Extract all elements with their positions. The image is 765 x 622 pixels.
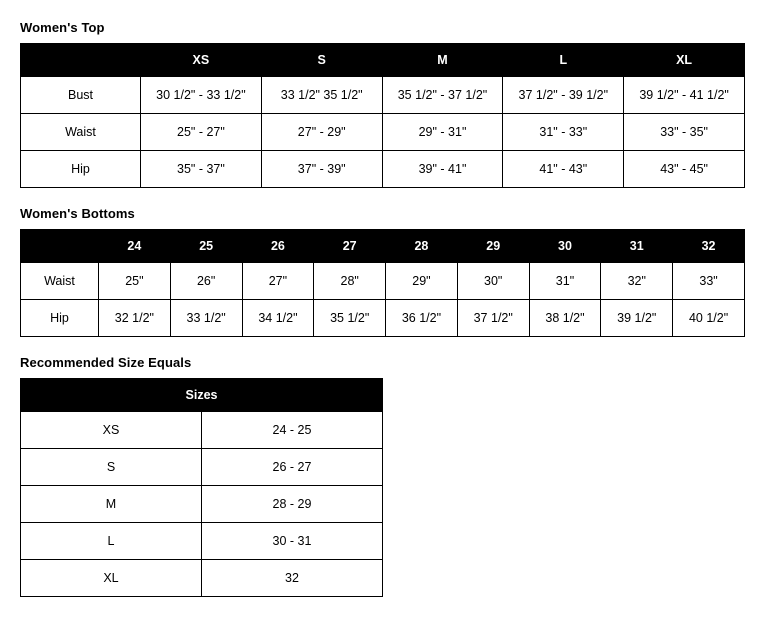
column-header-blank (21, 230, 99, 263)
cell-equals-xl: 32 (202, 560, 383, 597)
cell-waist-27: 28" (314, 263, 386, 300)
column-header-xs: XS (141, 44, 262, 77)
column-header-27: 27 (314, 230, 386, 263)
cell-size-m: M (21, 486, 202, 523)
table-row (21, 263, 745, 300)
row-label-waist: Waist (21, 263, 99, 300)
row-label-hip: Hip (21, 300, 99, 337)
section-title-recommended-size-equals: Recommended Size Equals (20, 355, 192, 370)
cell-hip-29: 37 1/2" (457, 300, 529, 337)
column-header-25: 25 (170, 230, 242, 263)
table-row (21, 114, 745, 151)
table-row (21, 560, 383, 597)
row-label-bust: Bust (21, 77, 141, 114)
section-recommended-size-equals (20, 355, 745, 597)
cell-hip-30: 38 1/2" (529, 300, 601, 337)
womens-top-table (20, 43, 745, 188)
section-womens-top (20, 20, 745, 188)
table-row (21, 300, 745, 337)
column-header-m: M (382, 44, 503, 77)
cell-waist-31: 32" (601, 263, 673, 300)
cell-waist-29: 30" (457, 263, 529, 300)
cell-waist-l: 31" - 33" (503, 114, 624, 151)
recommended-size-table (20, 378, 383, 597)
cell-size-xl: XL (21, 560, 202, 597)
cell-waist-28: 29" (386, 263, 458, 300)
section-title-womens-bottoms: Women's Bottoms (20, 206, 135, 221)
cell-waist-24: 25" (99, 263, 171, 300)
cell-bust-s: 33 1/2" 35 1/2" (261, 77, 382, 114)
cell-hip-25: 33 1/2" (170, 300, 242, 337)
cell-waist-32: 33" (673, 263, 745, 300)
cell-size-s: S (21, 449, 202, 486)
cell-waist-xs: 25" - 27" (141, 114, 262, 151)
table-header-row (21, 44, 745, 77)
cell-equals-l: 30 - 31 (202, 523, 383, 560)
table-row (21, 77, 745, 114)
cell-size-l: L (21, 523, 202, 560)
cell-hip-l: 41" - 43" (503, 151, 624, 188)
column-header-31: 31 (601, 230, 673, 263)
cell-hip-m: 39" - 41" (382, 151, 503, 188)
column-header-26: 26 (242, 230, 314, 263)
cell-hip-31: 39 1/2" (601, 300, 673, 337)
column-header-sizes: Sizes (21, 379, 383, 412)
column-header-blank (21, 44, 141, 77)
cell-hip-28: 36 1/2" (386, 300, 458, 337)
cell-waist-25: 26" (170, 263, 242, 300)
cell-hip-27: 35 1/2" (314, 300, 386, 337)
column-header-24: 24 (99, 230, 171, 263)
cell-hip-s: 37" - 39" (261, 151, 382, 188)
column-header-l: L (503, 44, 624, 77)
section-womens-bottoms (20, 206, 745, 337)
column-header-32: 32 (673, 230, 745, 263)
cell-waist-xl: 33" - 35" (624, 114, 745, 151)
cell-waist-m: 29" - 31" (382, 114, 503, 151)
cell-equals-s: 26 - 27 (202, 449, 383, 486)
cell-bust-m: 35 1/2" - 37 1/2" (382, 77, 503, 114)
table-row (21, 523, 383, 560)
cell-bust-l: 37 1/2" - 39 1/2" (503, 77, 624, 114)
section-title-womens-top: Women's Top (20, 20, 105, 35)
cell-bust-xs: 30 1/2" - 33 1/2" (141, 77, 262, 114)
cell-equals-m: 28 - 29 (202, 486, 383, 523)
table-header-row (21, 230, 745, 263)
cell-hip-24: 32 1/2" (99, 300, 171, 337)
cell-hip-32: 40 1/2" (673, 300, 745, 337)
table-row (21, 486, 383, 523)
column-header-s: S (261, 44, 382, 77)
womens-bottoms-table (20, 229, 745, 337)
row-label-waist: Waist (21, 114, 141, 151)
column-header-29: 29 (457, 230, 529, 263)
cell-equals-xs: 24 - 25 (202, 412, 383, 449)
cell-waist-s: 27" - 29" (261, 114, 382, 151)
cell-size-xs: XS (21, 412, 202, 449)
table-row (21, 412, 383, 449)
column-header-30: 30 (529, 230, 601, 263)
cell-waist-30: 31" (529, 263, 601, 300)
cell-hip-xl: 43" - 45" (624, 151, 745, 188)
cell-waist-26: 27" (242, 263, 314, 300)
cell-bust-xl: 39 1/2" - 41 1/2" (624, 77, 745, 114)
table-row (21, 151, 745, 188)
table-header-row (21, 379, 383, 412)
cell-hip-26: 34 1/2" (242, 300, 314, 337)
column-header-xl: XL (624, 44, 745, 77)
cell-hip-xs: 35" - 37" (141, 151, 262, 188)
column-header-28: 28 (386, 230, 458, 263)
table-row (21, 449, 383, 486)
row-label-hip: Hip (21, 151, 141, 188)
